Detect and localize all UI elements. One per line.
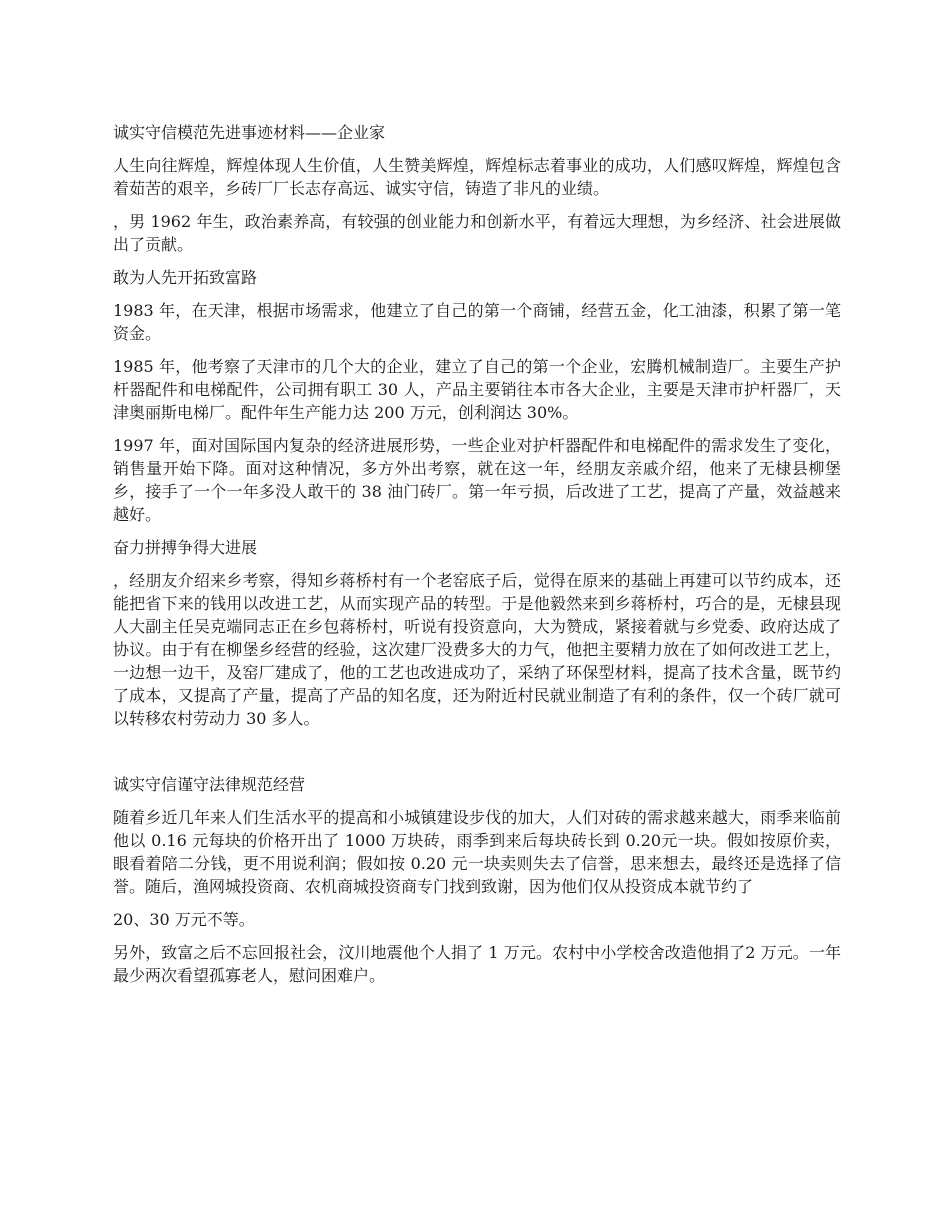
paragraph-new-factory: ，经朋友介绍来乡考察，得知乡蒋桥村有一个老窑底子后，觉得在原来的基础上再建可以节约成本，还能把省下来的钱用以改进工艺，从而实现产品的转型。于是他毅然来到乡蒋桥村，巧合的是，无棣县现人大副主任吴克端同志正在乡包蒋桥村，听说有投资意向，大为赞成，紧接着就与乡党委、政府达成了协议。由于有在柳堡乡经营的经验，这次建厂没费多大的力气，他把主要精力放在了如何改进工艺上，一边想一边干，及窑厂建成了，他的工艺也改进成功了，采纳了环保型材料，提高了技术含量，既节约了成本，又提高了产量，提高了产品的知名度，还为附近村民就业制造了有利的条件，仅一个砖厂就可以转移农村劳动力 30 多人。 [113,571,841,728]
paragraph-1997: 1997 年，面对国际国内复杂的经济进展形势，一些企业对护杆器配件和电梯配件的需求发生了变化，销售量开始下降。面对这种情况，多方外出考察，就在这一年，经朋友亲戚介绍，他来了无棣县柳堡乡，接手了一个一年多没人敢干的 38 油门砖厂。第一年亏损，后改进了工艺，提高了产量，效益越来越好。 [113,436,841,524]
paragraph-intro: 人生向往辉煌，辉煌体现人生价值，人生赞美辉煌，辉煌标志着事业的成功，人们感叹辉煌，辉煌包含着茹苦的艰辛，乡砖厂厂长志存高远、诚实守信，铸造了非凡的业绩。 [113,156,841,198]
document-body [113,121,841,997]
paragraph-price-integrity: 随着乡近几年来人们生活水平的提高和小城镇建设步伐的加大，人们对砖的需求越来越大，雨季来临前他以 0.16 元每块的价格开出了 1000 万块砖，雨季到来后每块砖长到 0.20元一块。假如按原价卖，眼看着陪二分钱，更不用说利润；假如按 0.20 元一块卖则失去了信誉，思来想去，最终还是选择了信誉。随后，渔网城投资商、农机商城投资商专门找到致谢，因为他们仅从投资成本就节约了 [113,808,841,896]
section-heading-struggle: 奋力拼搏争得大进展 [113,538,258,557]
section-heading-pioneer: 敢为人先开拓致富路 [113,268,258,287]
paragraph-1985: 1985 年，他考察了天津市的几个大的企业，建立了自己的第一个企业，宏腾机械制造厂。主要生产护杆器配件和电梯配件，公司拥有职工 30 人，产品主要销往本市各大企业，主要是天津市护杆器厂，天津奥丽斯电梯厂。配件年生产能力达 200 万元，创利润达 30%。 [113,357,841,422]
section-spacer [113,740,841,773]
paragraph-profile: ，男 1962 年生，政治素养高，有较强的创业能力和创新水平，有着远大理想，为乡经济、社会进展做出了贡献。 [113,212,841,254]
paragraph-1983: 1983 年，在天津，根据市场需求，他建立了自己的第一个商铺，经营五金，化工油漆，积累了第一笔资金。 [113,301,841,343]
document-title: 诚实守信模范先进事迹材料——企业家 [113,123,386,142]
section-heading-integrity: 诚实守信谨守法律规范经营 [113,775,306,794]
paragraph-donations: 另外，致富之后不忘回报社会，汶川地震他个人捐了 1 万元。农村中小学校舍改造他捐了2 万元。一年最少两次看望孤寡老人，慰问困难户。 [113,943,841,985]
paragraph-savings: 20、30 万元不等。 [113,910,255,929]
